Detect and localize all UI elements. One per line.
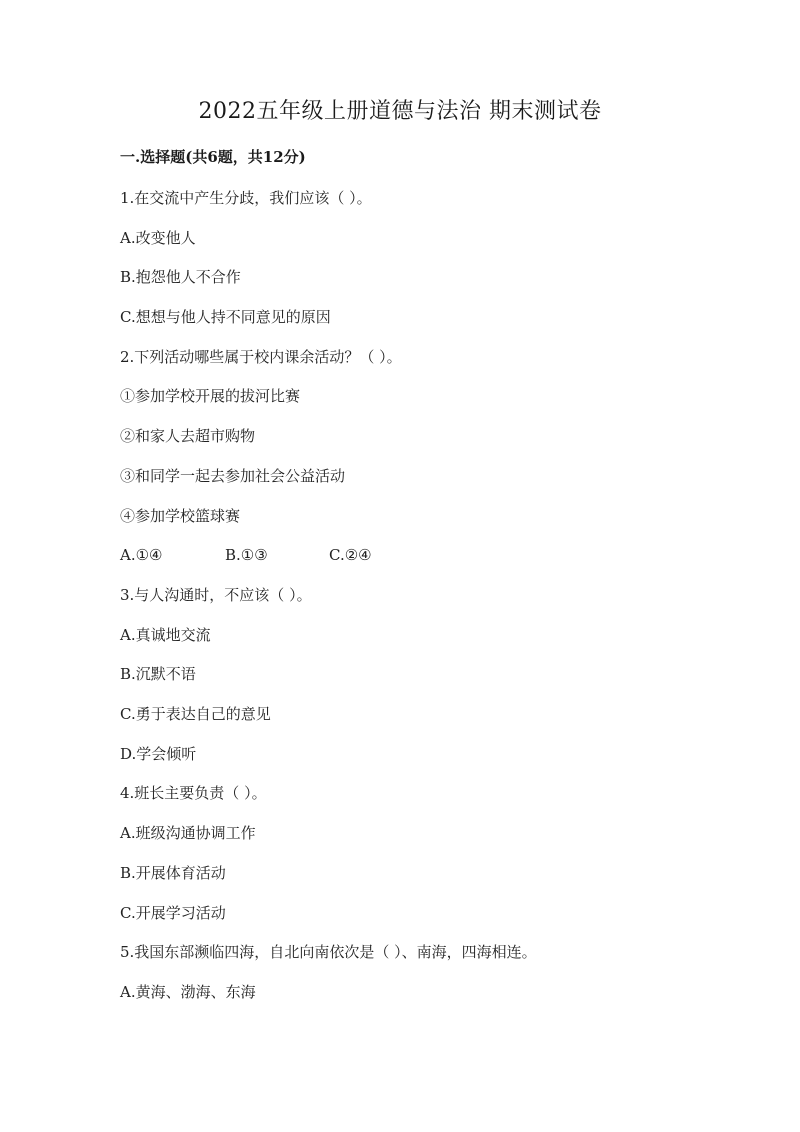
question-5-option-a: A.黄海、渤海、东海 [120,983,256,1001]
question-1-option-b: B.抱怨他人不合作 [120,268,241,286]
question-2-item-4: ④参加学校篮球赛 [120,507,241,525]
question-3-option-a: A.真诚地交流 [120,626,211,644]
question-2-item-3: ③和同学一起去参加社会公益活动 [120,467,346,485]
question-4-option-a: A.班级沟通协调工作 [120,824,256,842]
section-heading: 一.选择题(共6题，共12分) [120,148,306,166]
question-1-stem: 1.在交流中产生分歧，我们应该（ ）。 [120,189,372,207]
question-2-item-1: ①参加学校开展的拔河比赛 [120,387,301,405]
question-3-option-d: D.学会倾听 [120,745,197,763]
question-2-options [120,544,520,566]
question-2-option-a: A.①④ [120,546,163,564]
question-4-option-b: B.开展体育活动 [120,864,226,882]
question-3-stem: 3.与人沟通时，不应该（ ）。 [120,586,312,604]
question-1-option-a: A.改变他人 [120,229,196,247]
question-2-option-b: B.①③ [225,546,268,564]
page-title: 2022五年级上册道德与法治 期末测试卷 [198,99,602,124]
question-1-option-c: C.想想与他人持不同意见的原因 [120,308,331,326]
question-4-stem: 4.班长主要负责（ ）。 [120,784,267,802]
question-2-item-2: ②和家人去超市购物 [120,427,256,445]
question-2-option-c: C.②④ [329,546,372,564]
question-3-option-b: B.沉默不语 [120,665,196,683]
question-2-stem: 2.下列活动哪些属于校内课余活动？（ ）。 [120,348,402,366]
question-5-stem: 5.我国东部濒临四海，自北向南依次是（ ）、南海，四海相连。 [120,943,537,961]
question-3-option-c: C.勇于表达自己的意见 [120,705,271,723]
question-4-option-c: C.开展学习活动 [120,904,226,922]
